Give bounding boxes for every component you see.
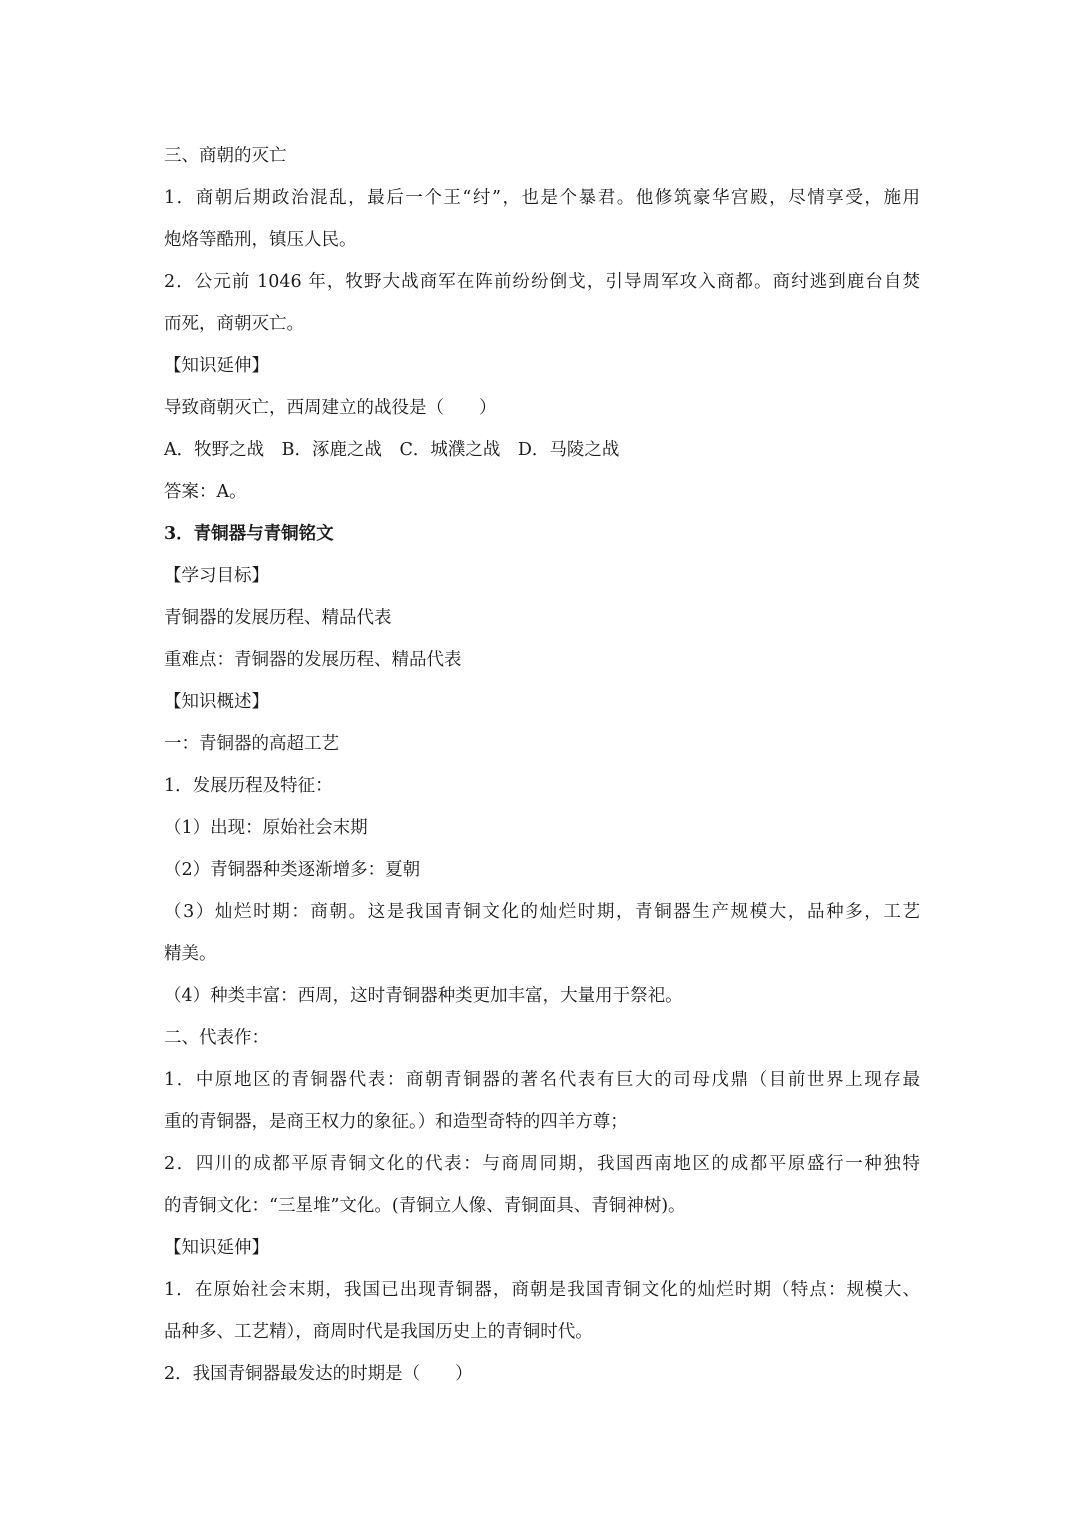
knowledge-overview-label: 【知识概述】 [164, 692, 269, 712]
paragraph-line: 重的青铜器，是商王权力的象征。）和造型奇特的四羊方尊； [164, 1112, 628, 1132]
paragraph-line: 而死，商朝灭亡。 [164, 314, 304, 334]
paragraph-line: 品种多、工艺精），商周时代是我国历史上的青铜时代。 [164, 1322, 593, 1342]
question-text: 导致商朝灭亡，西周建立的战役是（ ） [164, 398, 497, 418]
question-text: 2．我国青铜器最发达的时期是（ ） [164, 1364, 473, 1384]
paragraph-line: 重难点：青铜器的发展历程、精品代表 [164, 650, 462, 670]
lesson-title: 3．青铜器与青铜铭文 [164, 524, 334, 544]
paragraph-line: 青铜器的发展历程、精品代表 [164, 608, 392, 628]
document-body [164, 135, 920, 1395]
paragraph-line: （1）出现：原始社会末期 [164, 818, 368, 838]
paragraph-line: （2）青铜器种类逐渐增多：夏朝 [164, 860, 421, 880]
paragraph-line: 1．中原地区的青铜器代表：商朝青铜器的著名代表有巨大的司母戊鼎（目前世界上现存最 [164, 1070, 920, 1090]
learning-objective-label: 【学习目标】 [164, 566, 269, 586]
paragraph-line: 精美。 [164, 944, 217, 964]
paragraph-line: 1．在原始社会末期，我国已出现青铜器，商朝是我国青铜文化的灿烂时期（特点：规模大、 [164, 1280, 920, 1300]
answer-text: 答案：A。 [164, 482, 247, 502]
section-heading-works: 二、代表作： [164, 1028, 269, 1048]
paragraph-line: 2．四川的成都平原青铜文化的代表：与商周同期，我国西南地区的成都平原盛行一种独特 [164, 1154, 920, 1174]
paragraph-line: 炮烙等酷刑，镇压人民。 [164, 230, 357, 250]
paragraph-line: 的青铜文化：“三星堆”文化。(青铜立人像、青铜面具、青铜神树)。 [164, 1196, 686, 1216]
paragraph-line: （4）种类丰富：西周，这时青铜器种类更加丰富，大量用于祭祀。 [164, 986, 683, 1006]
paragraph-line: （3）灿烂时期：商朝。这是我国青铜文化的灿烂时期，青铜器生产规模大，品种多，工艺 [164, 902, 920, 922]
section-heading-shang-fall: 三、商朝的灭亡 [164, 146, 287, 166]
section-heading-craft: 一：青铜器的高超工艺 [164, 734, 339, 754]
knowledge-extension-label: 【知识延伸】 [164, 356, 269, 376]
paragraph-line: 1．发展历程及特征： [164, 776, 333, 796]
question-options: A．牧野之战 B．涿鹿之战 C．城濮之战 D．马陵之战 [164, 440, 620, 460]
knowledge-extension-label: 【知识延伸】 [164, 1238, 269, 1258]
paragraph-line: 1．商朝后期政治混乱，最后一个王“纣”，也是个暴君。他修筑豪华宫殿，尽情享受，施用 [164, 188, 920, 208]
paragraph-line: 2．公元前 1046 年，牧野大战商军在阵前纷纷倒戈，引导周军攻入商都。商纣逃到鹿台自焚 [164, 272, 920, 292]
